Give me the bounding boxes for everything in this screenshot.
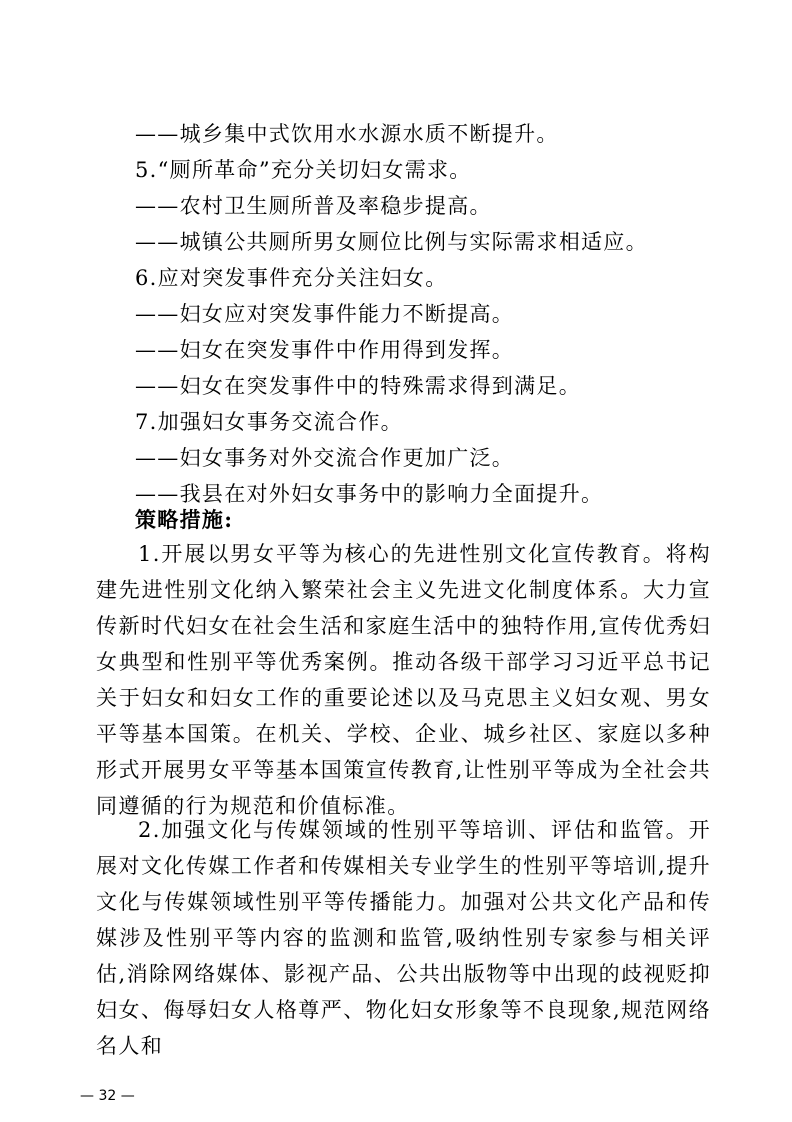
target-heading-line: 5.“厕所革命”充分关切妇女需求。 [135, 158, 472, 182]
indicator-line: ——妇女应对突发事件能力不断提高。 [135, 302, 515, 326]
target-heading-line: 6.应对突发事件充分关注妇女。 [135, 266, 448, 290]
indicator-line: ——妇女事务对外交流合作更加广泛。 [135, 446, 515, 470]
indicator-line: ——城乡集中式饮用水水源水质不断提升。 [135, 122, 559, 146]
indicator-line: ——我县在对外妇女事务中的影响力全面提升。 [135, 482, 604, 506]
page-number: — 32 — [80, 1088, 135, 1104]
indicator-line: ——妇女在突发事件中作用得到发挥。 [135, 338, 515, 362]
indicator-line: ——城镇公共厕所男女厕位比例与实际需求相适应。 [135, 230, 648, 254]
indicator-line: ——农村卫生厕所普及率稳步提高。 [135, 194, 492, 218]
section-heading: 策略措施: [135, 507, 234, 532]
strategy-paragraph: 2.加强文化与传媒领域的性别平等培训、评估和监管。开展对文化传媒工作者和传媒相关专业学生的性别平等培训,提升文化与传媒领域性别平等传播能力。加强对公共文化产品和传媒涉及性别平等内容的监测和监管,吸纳性别专家参与相关评估,消除网络媒体、影视产品、公共出版物等中出现的歧视贬抑妇女、侮辱妇女人格尊严、物化妇女形象等不良现象,规范网络名人和 [96, 818, 711, 1058]
target-heading-line: 7.加强妇女事务交流合作。 [135, 410, 403, 434]
strategy-paragraph: 1.开展以男女平等为核心的先进性别文化宣传教育。将构建先进性别文化纳入繁荣社会主义先进文化制度体系。大力宣传新时代妇女在社会生活和家庭生活中的独特作用,宣传优秀妇女典型和性别平等优秀案例。推动各级干部学习习近平总书记关于妇女和妇女工作的重要论述以及马克思主义妇女观、男女平等基本国策。在机关、学校、企业、城乡社区、家庭以多种形式开展男女平等基本国策宣传教育,让性别平等成为全社会共同遵循的行为规范和价值标准。 [96, 542, 711, 818]
indicator-line: ——妇女在突发事件中的特殊需求得到满足。 [135, 374, 581, 398]
